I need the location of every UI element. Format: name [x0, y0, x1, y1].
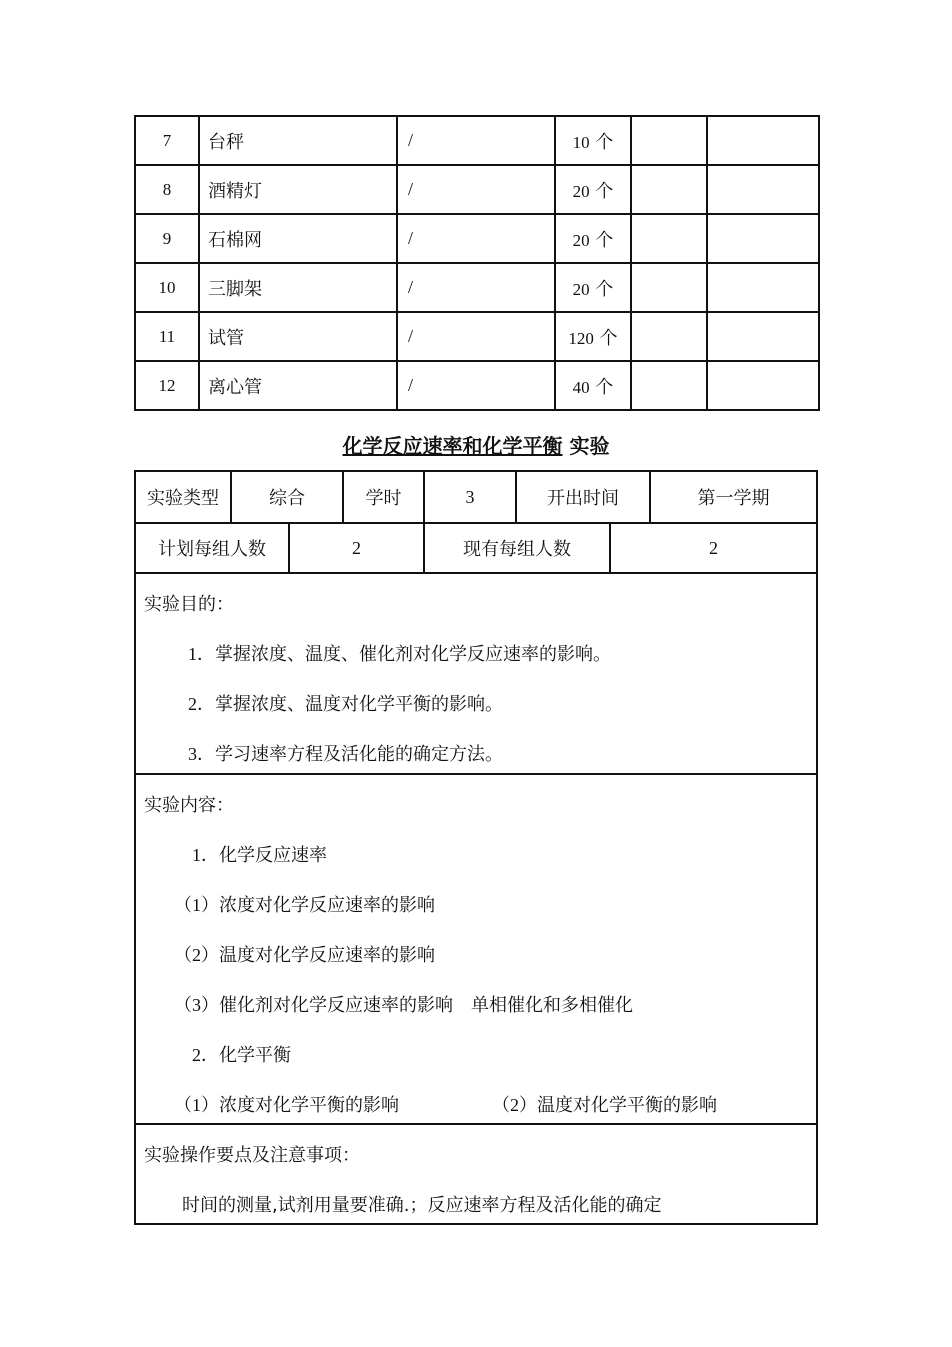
- row-number: 9: [135, 214, 199, 263]
- type-label: 实验类型: [136, 472, 232, 522]
- table-row: [135, 263, 819, 312]
- open-time-label: 开出时间: [517, 472, 651, 522]
- purpose-heading: 实验目的：: [144, 594, 234, 615]
- open-time-value: 第一学期: [697, 488, 770, 509]
- content-heading: 实验内容：: [144, 795, 234, 816]
- item-quantity: [555, 312, 631, 361]
- table-row: [135, 116, 819, 165]
- content-item: （2）温度对化学反应速率的影响: [174, 945, 435, 966]
- info-row-2: [136, 524, 816, 574]
- item-spec: /: [397, 165, 555, 214]
- item-spec: /: [397, 361, 555, 410]
- table-row: [135, 165, 819, 214]
- row-number: 10: [135, 263, 199, 312]
- purpose-section: [136, 574, 816, 775]
- empty-cell: [707, 165, 819, 214]
- equipment-table: [134, 115, 820, 411]
- row-number: 8: [135, 165, 199, 214]
- content-section: [136, 775, 816, 1125]
- quantity-unit: 个: [595, 131, 614, 153]
- item-quantity: [555, 361, 631, 410]
- quantity-unit: 个: [595, 278, 614, 300]
- empty-cell: [707, 263, 819, 312]
- quantity-unit: 个: [595, 180, 614, 202]
- empty-cell: [631, 361, 707, 410]
- content-item: （1）浓度对化学平衡的影响: [174, 1095, 399, 1116]
- item-spec: /: [397, 263, 555, 312]
- content-item: （1）浓度对化学反应速率的影响: [174, 895, 435, 916]
- item-name: 石棉网: [199, 214, 397, 263]
- info-row-1: [136, 472, 816, 524]
- content-item: （2）温度对化学平衡的影响: [492, 1095, 717, 1116]
- item-name: 离心管: [199, 361, 397, 410]
- empty-cell: [707, 361, 819, 410]
- item-spec: /: [397, 312, 555, 361]
- empty-cell: [631, 263, 707, 312]
- item-quantity: [555, 116, 631, 165]
- content-item: （3）催化剂对化学反应速率的影响 单相催化和多相催化: [174, 995, 633, 1016]
- hours-label: 学时: [344, 472, 425, 522]
- content-item: 2．化学平衡: [192, 1045, 291, 1066]
- experiment-table: [134, 470, 818, 1225]
- item-name: 试管: [199, 312, 397, 361]
- empty-cell: [631, 116, 707, 165]
- purpose-item: 2．掌握浓度、温度对化学平衡的影响。: [188, 694, 503, 715]
- experiment-title-suffix: 实验: [562, 434, 610, 458]
- planned-group-size-label: 计划每组人数: [136, 524, 290, 572]
- row-number: 7: [135, 116, 199, 165]
- item-spec: /: [397, 214, 555, 263]
- empty-cell: [631, 165, 707, 214]
- planned-group-size-value: 2: [290, 524, 425, 572]
- type-value: 综合: [232, 472, 344, 522]
- current-group-size-label: 现有每组人数: [425, 524, 611, 572]
- table-row: [135, 214, 819, 263]
- quantity-number: 40: [572, 377, 590, 397]
- quantity-number: 120: [568, 328, 594, 348]
- experiment-title-main: 化学反应速率和化学平衡: [342, 434, 563, 458]
- empty-cell: [631, 312, 707, 361]
- quantity-number: 10: [572, 132, 590, 152]
- experiment-title: [134, 430, 818, 459]
- quantity-unit: 个: [599, 327, 618, 349]
- notes-section: [136, 1125, 816, 1223]
- table-row: [135, 361, 819, 410]
- empty-cell: [707, 214, 819, 263]
- purpose-item: 1．掌握浓度、温度、催化剂对化学反应速率的影响。: [188, 644, 611, 665]
- item-quantity: [555, 263, 631, 312]
- row-number: 11: [135, 312, 199, 361]
- content-item: 1．化学反应速率: [192, 845, 327, 866]
- item-name: 三脚架: [199, 263, 397, 312]
- current-group-size-value: 2: [709, 537, 718, 558]
- quantity-number: 20: [572, 279, 590, 299]
- empty-cell: [707, 116, 819, 165]
- empty-cell: [707, 312, 819, 361]
- item-name: 酒精灯: [199, 165, 397, 214]
- item-quantity: [555, 165, 631, 214]
- quantity-unit: 个: [595, 229, 614, 251]
- table-row: [135, 312, 819, 361]
- item-name: 台秤: [199, 116, 397, 165]
- quantity-number: 20: [572, 230, 590, 250]
- item-spec: /: [397, 116, 555, 165]
- quantity-unit: 个: [595, 376, 614, 398]
- item-quantity: [555, 214, 631, 263]
- notes-text: 时间的测量,试剂用量要准确.；反应速率方程及活化能的确定: [182, 1195, 662, 1216]
- hours-value: 3: [425, 472, 517, 522]
- quantity-number: 20: [572, 181, 590, 201]
- empty-cell: [631, 214, 707, 263]
- purpose-item: 3．学习速率方程及活化能的确定方法。: [188, 744, 503, 765]
- row-number: 12: [135, 361, 199, 410]
- notes-heading: 实验操作要点及注意事项：: [144, 1145, 360, 1166]
